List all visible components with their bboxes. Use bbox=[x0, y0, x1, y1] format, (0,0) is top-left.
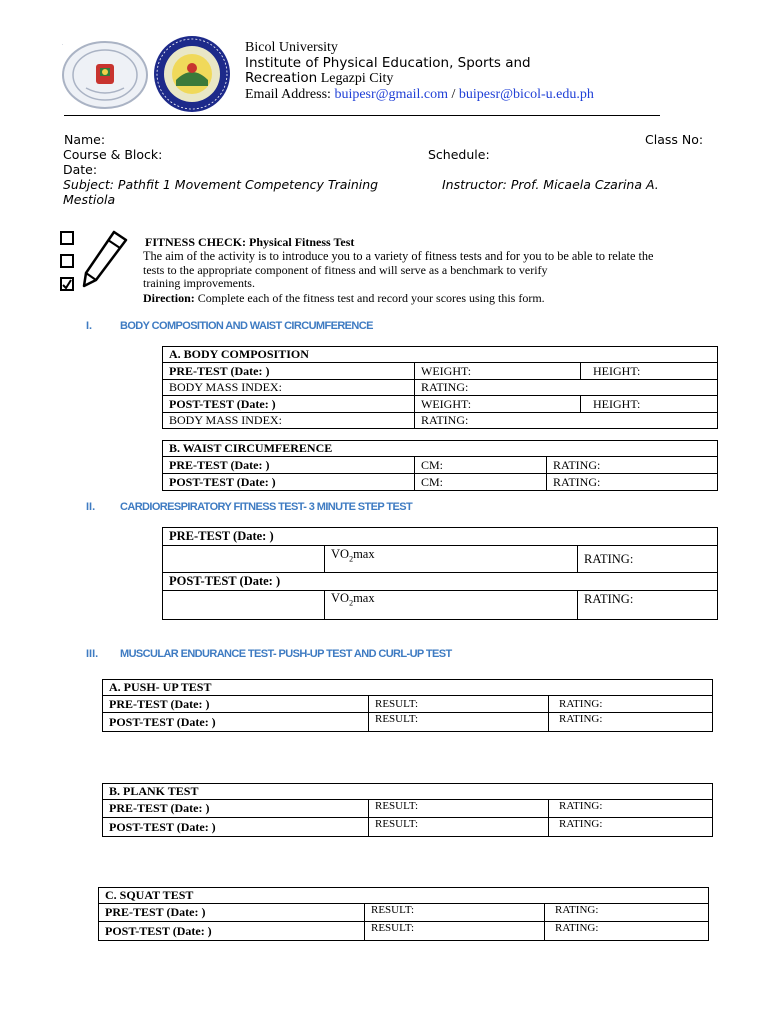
step-pre-blank-cell[interactable] bbox=[163, 546, 325, 573]
plank-pre-test-label: PRE-TEST (Date: ) bbox=[103, 800, 369, 818]
fitness-check-line-3: training improvements. bbox=[143, 276, 255, 290]
email-label: Email Address: bbox=[245, 87, 331, 102]
direction-line bbox=[143, 292, 545, 306]
name-field-label: Name: bbox=[64, 132, 106, 147]
schedule-label: Schedule: bbox=[428, 147, 490, 162]
date-label: Date: bbox=[63, 162, 98, 177]
checkbox-icon-1 bbox=[60, 231, 74, 245]
section-1-title: BODY COMPOSITION AND WAIST CIRCUMFERENCE bbox=[120, 320, 373, 332]
section-2-title: CARDIORESPIRATORY FITNESS TEST- 3 MINUTE STEP TEST bbox=[120, 501, 413, 513]
class-no-label: Class No: bbox=[645, 132, 704, 147]
subject-label: Subject: Pathfit 1 Movement Competency Training bbox=[63, 177, 379, 192]
email-link-bicol[interactable]: buipesr@bicol-u.edu.ph bbox=[458, 87, 594, 102]
step-pre-test-label: PRE-TEST (Date: ) bbox=[163, 528, 718, 546]
squat-pre-rating-cell[interactable]: RATING: bbox=[545, 904, 709, 922]
bc-post-height-cell[interactable]: HEIGHT: bbox=[581, 396, 718, 413]
vo2-label-post: VO bbox=[331, 591, 350, 605]
waist-circumference-table bbox=[162, 440, 718, 491]
section-3-number: III. bbox=[86, 648, 99, 660]
pushup-title: A. PUSH- UP TEST bbox=[103, 680, 713, 696]
vo2-label-pre: VO bbox=[331, 547, 350, 561]
fitness-check-line-1: The aim of the activity is to introduce you to a variety of fitness tests and for you to be able to relate the bbox=[143, 249, 654, 263]
section-3-title: MUSCULAR ENDURANCE TEST- PUSH-UP TEST AND CURL-UP TEST bbox=[120, 648, 452, 660]
vo2-max-post: max bbox=[353, 591, 375, 605]
email-link-gmail[interactable]: buipesr@gmail.com bbox=[334, 87, 449, 102]
waist-post-rating-cell[interactable]: RATING: bbox=[547, 474, 718, 491]
course-block-label: Course & Block: bbox=[63, 147, 163, 162]
waist-pre-test-label: PRE-TEST (Date: ) bbox=[163, 457, 415, 474]
direction-text: Complete each of the fitness test and record your scores using this form. bbox=[197, 291, 545, 305]
bc-pre-bmi-label: BODY MASS INDEX: bbox=[163, 380, 415, 396]
bc-pre-height-cell[interactable]: HEIGHT: bbox=[581, 363, 718, 380]
seal-lettering-1 bbox=[62, 44, 63, 45]
bc-post-rating-cell[interactable]: RATING: bbox=[415, 413, 718, 429]
pushup-post-test-label: POST-TEST (Date: ) bbox=[103, 713, 369, 732]
waist-pre-cm-cell[interactable]: CM: bbox=[415, 457, 547, 474]
email-separator: / bbox=[451, 87, 456, 102]
bc-post-weight-cell[interactable]: WEIGHT: bbox=[415, 396, 581, 413]
waist-post-test-label: POST-TEST (Date: ) bbox=[163, 474, 415, 491]
waist-post-cm-cell[interactable]: CM: bbox=[415, 474, 547, 491]
bicol-university-seal bbox=[60, 40, 150, 110]
ipesr-seal bbox=[152, 34, 232, 114]
plank-pre-result-cell[interactable]: RESULT: bbox=[369, 800, 549, 818]
body-composition-title: A. BODY COMPOSITION bbox=[163, 347, 718, 363]
pencil-icon bbox=[78, 228, 130, 290]
plank-post-result-cell[interactable]: RESULT: bbox=[369, 818, 549, 837]
instructor-label: Instructor: Prof. Micaela Czarina A. bbox=[442, 177, 659, 192]
squat-title: C. SQUAT TEST bbox=[99, 888, 709, 904]
body-composition-table bbox=[162, 346, 718, 429]
pushup-post-result-cell[interactable]: RESULT: bbox=[369, 713, 549, 732]
step-post-vo2-cell[interactable] bbox=[325, 591, 578, 620]
vo2-max-pre: max bbox=[353, 547, 375, 561]
waist-pre-rating-cell[interactable]: RATING: bbox=[547, 457, 718, 474]
pushup-post-rating-cell[interactable]: RATING: bbox=[549, 713, 713, 732]
institute-line-2 bbox=[245, 71, 393, 86]
waist-title: B. WAIST CIRCUMFERENCE bbox=[163, 441, 718, 457]
bc-post-test-label: POST-TEST (Date: ) bbox=[163, 396, 415, 413]
squat-pre-result-cell[interactable]: RESULT: bbox=[365, 904, 545, 922]
pushup-pre-result-cell[interactable]: RESULT: bbox=[369, 696, 549, 713]
plank-table bbox=[102, 783, 713, 837]
bc-pre-rating-cell[interactable]: RATING: bbox=[415, 380, 718, 396]
checkbox-icon-2 bbox=[60, 254, 74, 268]
squat-pre-test-label: PRE-TEST (Date: ) bbox=[99, 904, 365, 922]
step-pre-rating-cell[interactable]: RATING: bbox=[578, 546, 718, 573]
fitness-check-line-2: tests to the appropriate component of fitness and will serve as a benchmark to verify bbox=[143, 263, 548, 277]
bc-pre-weight-cell[interactable]: WEIGHT: bbox=[415, 363, 581, 380]
section-2-number: II. bbox=[86, 501, 96, 513]
pushup-pre-rating-cell[interactable]: RATING: bbox=[549, 696, 713, 713]
step-test-table bbox=[162, 527, 718, 620]
bc-post-bmi-label: BODY MASS INDEX: bbox=[163, 413, 415, 429]
email-line bbox=[245, 87, 594, 102]
plank-title: B. PLANK TEST bbox=[103, 784, 713, 800]
step-pre-vo2-cell[interactable] bbox=[325, 546, 578, 573]
step-post-rating-cell[interactable]: RATING: bbox=[578, 591, 718, 620]
instructor-name-continued: Mestiola bbox=[63, 192, 116, 207]
seal-lettering-2 bbox=[154, 36, 155, 37]
pushup-pre-test-label: PRE-TEST (Date: ) bbox=[103, 696, 369, 713]
step-post-test-label: POST-TEST (Date: ) bbox=[163, 573, 718, 591]
plank-post-rating-cell[interactable]: RATING: bbox=[549, 818, 713, 837]
check-mark-icon bbox=[61, 278, 73, 290]
plank-pre-rating-cell[interactable]: RATING: bbox=[549, 800, 713, 818]
bc-pre-test-label: PRE-TEST (Date: ) bbox=[163, 363, 415, 380]
plank-post-test-label: POST-TEST (Date: ) bbox=[103, 818, 369, 837]
step-post-blank-cell[interactable] bbox=[163, 591, 325, 620]
fitness-check-title: FITNESS CHECK: Physical Fitness Test bbox=[145, 235, 355, 249]
header-divider bbox=[64, 115, 660, 116]
section-1-number: I. bbox=[86, 320, 93, 332]
squat-post-rating-cell[interactable]: RATING: bbox=[545, 922, 709, 941]
squat-post-test-label: POST-TEST (Date: ) bbox=[99, 922, 365, 941]
pushup-table bbox=[102, 679, 713, 732]
university-name: Bicol University bbox=[245, 40, 338, 55]
institute-line-1: Institute of Physical Education, Sports and bbox=[245, 55, 531, 71]
squat-table bbox=[98, 887, 709, 941]
squat-post-result-cell[interactable]: RESULT: bbox=[365, 922, 545, 941]
vo2-subscript-post: 2 bbox=[349, 598, 354, 608]
institute-city: Legazpi City bbox=[320, 71, 394, 86]
direction-label: Direction: bbox=[143, 291, 195, 305]
vo2-subscript-pre: 2 bbox=[349, 554, 354, 564]
institute-recreation: Recreation bbox=[245, 70, 318, 86]
